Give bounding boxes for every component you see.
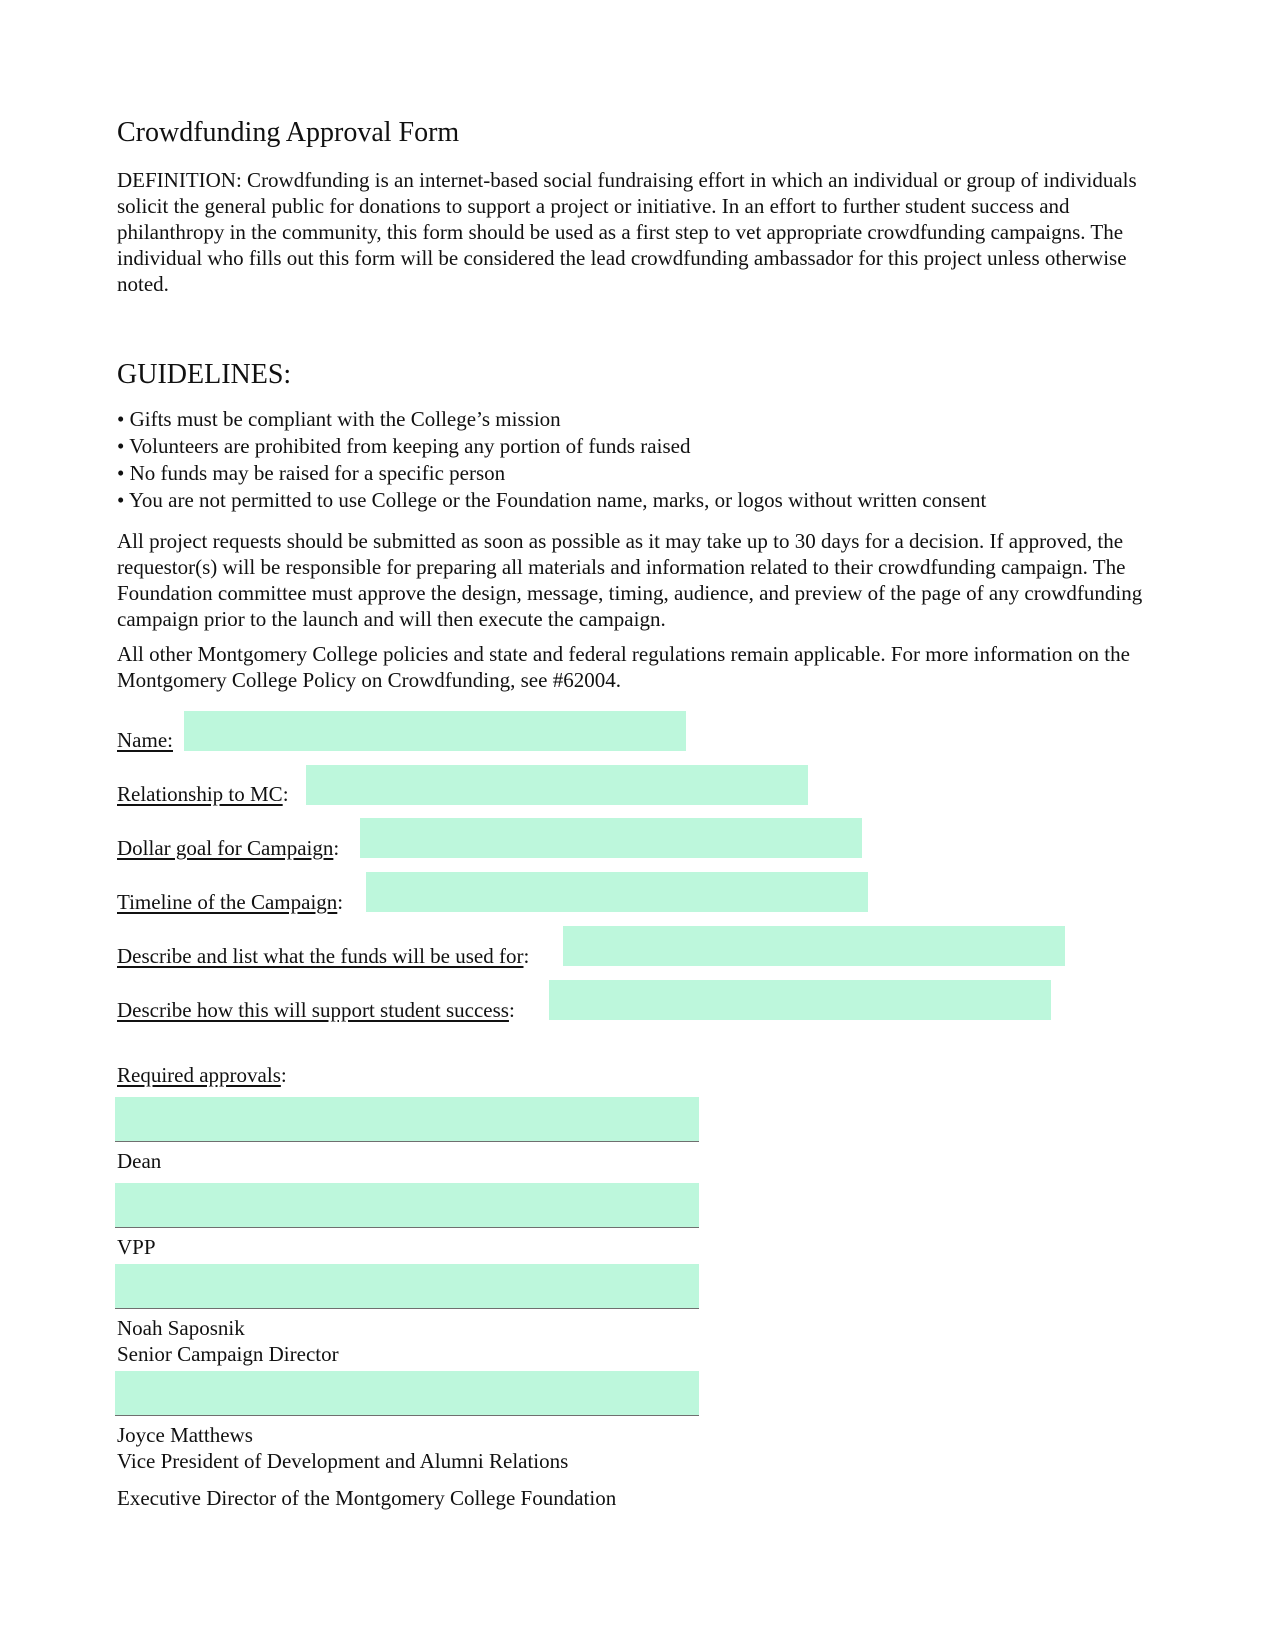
guidelines-list <box>117 406 986 514</box>
requests-paragraph: All project requests should be submitted as soon as possible as it may take up to 30 days for a decision. If approved, the requestor(s) will be responsible for preparing all materials and information related to their crowdfunding campaign. The Foundation committee must approve the design, message, timing, audience, and preview of the page of any crowdfunding campaign prior to the launch and will then execute the campaign. <box>117 529 1143 631</box>
dean-signature-field[interactable] <box>115 1097 699 1142</box>
dollar-goal-input[interactable] <box>360 818 862 858</box>
guideline-item: • Volunteers are prohibited from keeping any portion of funds raised <box>117 434 691 458</box>
executive-director-line: Executive Director of the Montgomery College Foundation <box>117 1486 617 1510</box>
relationship-label: Relationship to MC: <box>117 782 289 806</box>
vp-development-title: Vice President of Development and Alumni Relations <box>117 1449 569 1473</box>
dean-label: Dean <box>117 1149 162 1173</box>
dollar-goal-label: Dollar goal for Campaign: <box>117 836 340 860</box>
guideline-item: • No funds may be raised for a specific person <box>117 461 506 485</box>
funds-use-label: Describe and list what the funds will be used for: <box>117 944 530 968</box>
student-success-input[interactable] <box>549 980 1051 1020</box>
campaign-director-signature-field[interactable] <box>115 1264 699 1309</box>
student-success-label: Describe how this will support student success: <box>117 998 515 1022</box>
guideline-item: • Gifts must be compliant with the College’s mission <box>117 407 561 431</box>
definition-paragraph: DEFINITION: Crowdfunding is an internet-based social fundraising effort in which an individual or group of individuals solicit the general public for donations to support a project or initiative. In an effort to further student success and philanthropy in the community, this form should be used as a first step to vet appropriate crowdfunding campaigns. The individual who fills out this form will be considered the lead crowdfunding ambassador for this project unless otherwise noted. <box>117 168 1137 296</box>
guidelines-heading: GUIDELINES: <box>117 359 292 390</box>
campaign-director-name: Noah Saposnik <box>117 1316 245 1340</box>
timeline-input[interactable] <box>366 872 868 912</box>
vp-development-signature-field[interactable] <box>115 1371 699 1416</box>
vp-development-name: Joyce Matthews <box>117 1423 253 1447</box>
timeline-label: Timeline of the Campaign: <box>117 890 344 914</box>
vpp-label: VPP <box>117 1235 156 1259</box>
relationship-input[interactable] <box>306 765 808 805</box>
form-title: Crowdfunding Approval Form <box>117 117 460 148</box>
policies-paragraph: All other Montgomery College policies and state and federal regulations remain applicable. For more information on the Montgomery College Policy on Crowdfunding, see #62004. <box>117 642 1130 692</box>
name-input[interactable] <box>184 711 686 751</box>
vpp-signature-field[interactable] <box>115 1183 699 1228</box>
guideline-item: • You are not permitted to use College or the Foundation name, marks, or logos without written consent <box>117 488 987 512</box>
funds-use-input[interactable] <box>563 926 1065 966</box>
name-label: Name: <box>117 728 173 752</box>
campaign-director-title: Senior Campaign Director <box>117 1342 339 1366</box>
required-approvals-label: Required approvals: <box>117 1063 287 1087</box>
